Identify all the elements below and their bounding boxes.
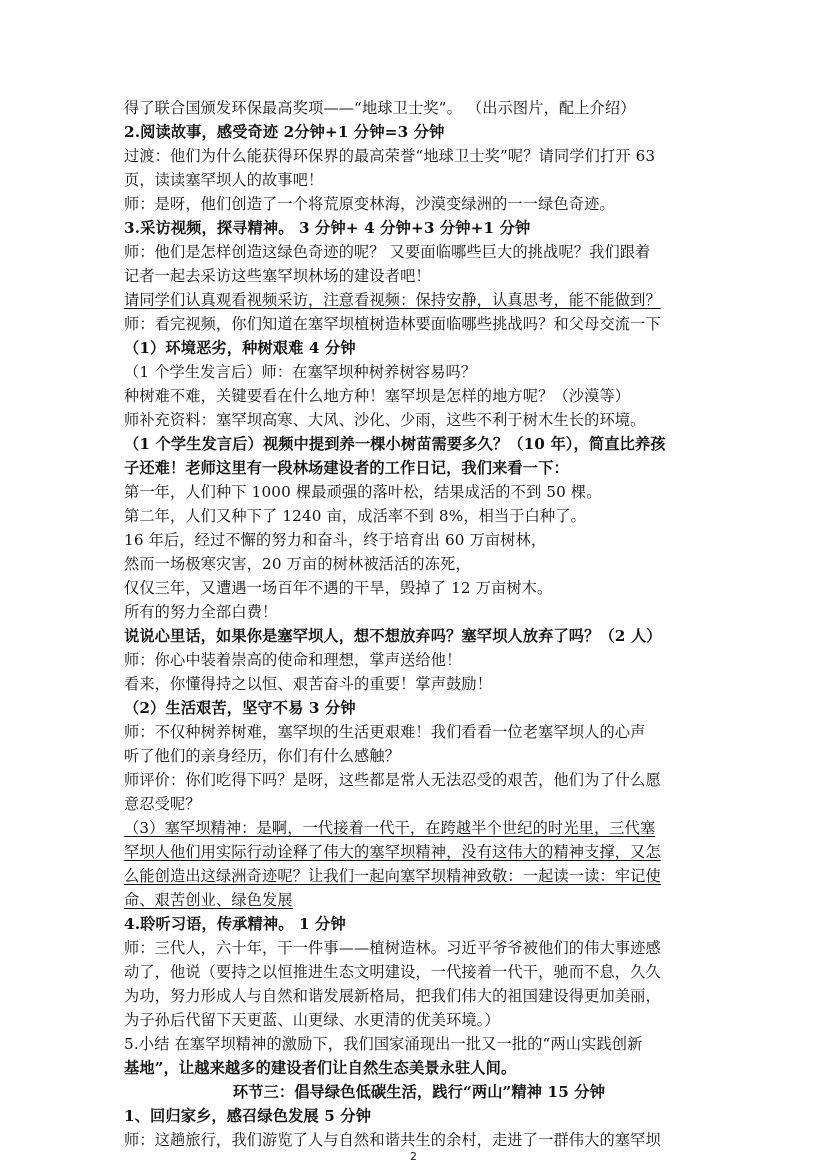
text-line: 16 年后，经过不懈的努力和奋斗，终于培育出 60 万亩树林， — [124, 531, 547, 549]
subsection-heading: 1、回归家乡，感召绿色发展 5 分钟 — [124, 1107, 372, 1125]
text-line: 仅仅三年，又遭遇一场百年不遇的干旱，毁掉了 12 万亩树木。 — [124, 579, 553, 597]
text-line: 师评价：你们吃得下吗？是呀，这些都是常人无法忍受的艰苦，他们为了什么愿 — [124, 771, 661, 789]
section-heading: 2.阅读故事，感受奇迹 2分钟+1 分钟=3 分钟 — [124, 123, 445, 141]
text-line: 意忍受呢？ — [124, 795, 201, 813]
section-heading: 4.聆听习语，传承精神。 1 分钟 — [124, 915, 346, 933]
text-line: （1 个学生发言后）师：在塞罕坝种树养树容易吗？ — [124, 363, 477, 381]
text-line: 师：他们是怎样创造这绿色奇迹的呢？ 又要面临哪些巨大的挑战呢？我们跟着 — [124, 243, 651, 261]
text-line: 听了他们的亲身经历，你们有什么感触？ — [124, 747, 401, 765]
text-line: 第二年，人们又种下了 1240 亩，成活率不到 8%，相当于白种了。 — [124, 507, 587, 525]
text-line: 师：你心中装着崇高的使命和理想，掌声送给他！ — [124, 651, 462, 669]
text-line: 动了，他说（要持之以恒推进生态文明建设，一代接着一代干，驰而不息，久久 — [124, 963, 661, 981]
text-line-underlined: 命、艰苦创业、绿色发展 — [124, 891, 293, 909]
subsection-heading: （1）环境恶劣，种树艰难 4 分钟 — [124, 339, 356, 357]
section-heading: 3.采访视频，探寻精神。 3 分钟+ 4 分钟+3 分钟+1 分钟 — [124, 219, 531, 237]
text-line: 师：是呀，他们创造了一个将荒原变林海，沙漠变绿洲的一一绿色奇迹。 — [124, 195, 615, 213]
text-line-bold: 基地”，让越来越多的建设者们让自然生态美景永驻人间。 — [124, 1059, 517, 1077]
text-line: 第一年，人们种下 1000 棵最顽强的落叶松，结果成活的不到 50 棵。 — [124, 483, 602, 501]
text-line: 师：三代人，六十年，干一件事——植树造林。习近平爷爷被他们的伟大事迹感 — [124, 939, 661, 957]
text-line: 过渡：他们为什么能获得环保界的最高荣誉“地球卫士奖”呢？请同学们打开 63 — [124, 147, 656, 165]
text-line: 页，读读塞罕坝人的故事吧！ — [124, 171, 324, 189]
text-line-underlined: 么能创造出这绿洲奇迹呢？让我们一起向塞罕坝精神致敬：一起读一读：牢记使 — [124, 867, 661, 885]
text-line-bold: （1 个学生发言后）视频中提到养一棵小树苗需要多久？（10 年），简直比养孩 — [124, 435, 666, 453]
text-line: 师：不仅种树养树难，塞罕坝的生活更艰难！我们看看一位老塞罕坝人的心声 — [124, 723, 646, 741]
text-line: 师补充资料：塞罕坝高寒、大风、沙化、少雨，这些不利于树木生长的环境。 — [124, 411, 646, 429]
text-line-bold: 说说心里话，如果你是塞罕坝人，想不想放弃吗？塞罕坝人放弃了吗？（2 人） — [124, 627, 662, 645]
section-title: 环节三：倡导绿色低碳生活，践行“两山”精神 15 分钟 — [232, 1083, 606, 1101]
text-line-underlined: 请同学们认真观看视频采访，注意看视频：保持安静，认真思考，能不能做到？ — [124, 291, 661, 309]
text-line: 为功，努力形成人与自然和谐发展新格局，把我们伟大的祖国建设得更加美丽， — [124, 987, 661, 1005]
text-line: 记者一起去采访这些塞罕坝林场的建设者吧！ — [124, 267, 431, 285]
text-line: 为子孙后代留下天更蓝、山更绿、水更清的优美环境。） — [124, 1011, 500, 1029]
page-number: 2 — [410, 1150, 417, 1163]
text-line: 种树难不难，关键要看在什么地方种！塞罕坝是怎样的地方呢？（沙漠等） — [124, 387, 631, 405]
text-line: 看来，你懂得持之以恒、艰苦奋斗的重要！掌声鼓励！ — [124, 675, 493, 693]
text-line: 所有的努力全部白费！ — [124, 603, 278, 621]
text-line: 然而一场极寒灾害，20 万亩的树林被活活的冻死， — [124, 555, 471, 573]
text-line-underlined: 罕坝人他们用实际行动诠释了伟大的塞罕坝精神，没有这伟大的精神支撑，又怎 — [124, 843, 661, 861]
text-line: 5.小结 在塞罕坝精神的激励下，我们国家涌现出一批又一批的“两山实践创新 — [124, 1035, 643, 1053]
text-line-bold: 子还难！老师这里有一段林场建设者的工作日记，我们来看一下： — [124, 459, 569, 477]
text-line: 师：这趟旅行，我们游览了人与自然和谐共生的余村，走进了一群伟大的塞罕坝 — [124, 1131, 661, 1149]
text-line: 师：看完视频，你们知道在塞罕坝植树造林要面临哪些挑战吗？和父母交流一下 — [124, 315, 661, 333]
text-line-underlined: （3）塞罕坝精神：是啊，一代接着一代干，在跨越半个世纪的时光里，三代塞 — [124, 819, 656, 837]
subsection-heading: （2）生活艰苦，坚守不易 3 分钟 — [124, 699, 356, 717]
text-line: 得了联合国颁发环保最高奖项——“地球卫士奖”。 （出示图片，配上介绍） — [124, 99, 636, 117]
